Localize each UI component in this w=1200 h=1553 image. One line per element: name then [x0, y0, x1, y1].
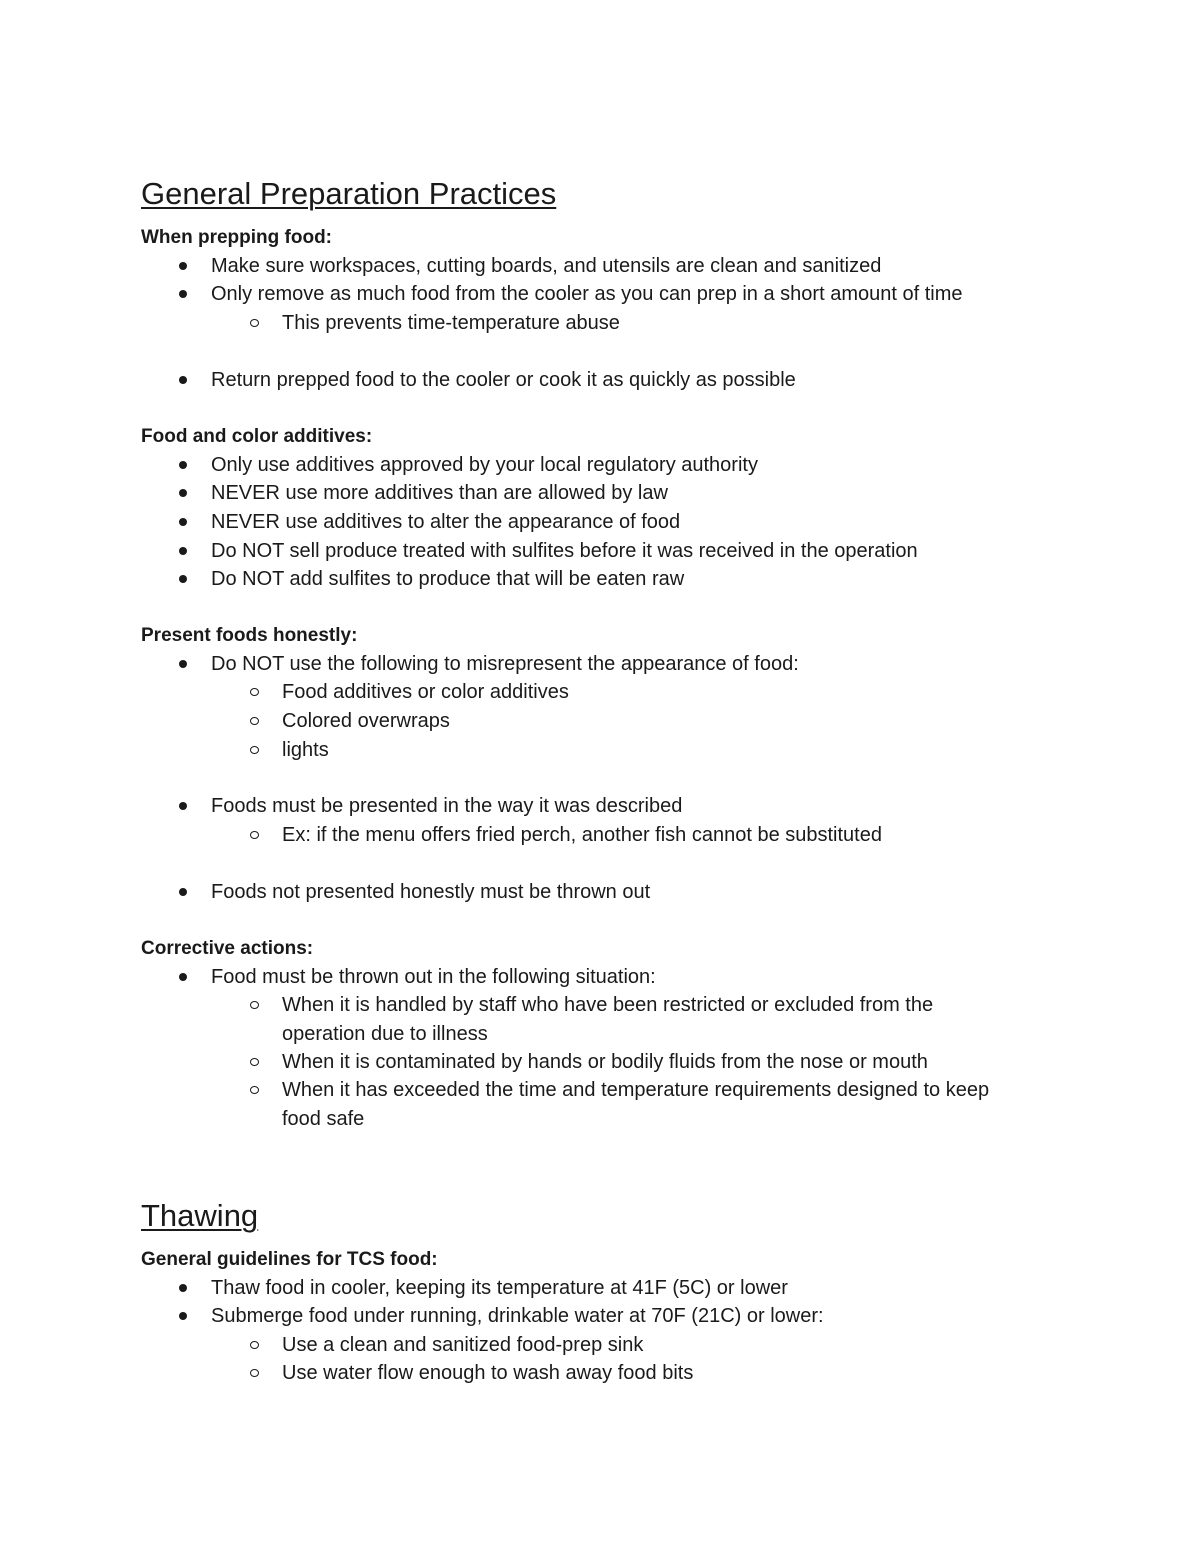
bullet-icon — [179, 575, 187, 583]
list-item: NEVER use more additives than are allowed by law — [211, 482, 668, 504]
bullet-icon — [179, 1284, 187, 1292]
sub-bullet-icon — [250, 319, 259, 327]
sub-bullet-icon — [250, 1369, 259, 1377]
list-item: Use water flow enough to wash away food bits — [282, 1362, 694, 1384]
list-item: Food must be thrown out in the following situation: — [211, 966, 656, 988]
list-item: NEVER use additives to alter the appearance of food — [211, 511, 681, 533]
list-item: Colored overwraps — [282, 710, 450, 732]
heading-general-guidelines-tcs: General guidelines for TCS food: — [141, 1249, 438, 1270]
sub-bullet-icon — [250, 717, 259, 725]
list-item: When it is handled by staff who have been restricted or excluded from the — [282, 994, 934, 1016]
list-item: Food additives or color additives — [282, 681, 569, 703]
list-item: Foods must be presented in the way it was described — [211, 795, 683, 817]
sub-bullet-icon — [250, 1001, 259, 1009]
sub-bullet-icon — [250, 1086, 259, 1094]
list-item: Return prepped food to the cooler or cook it as quickly as possible — [211, 369, 796, 391]
list-item: Submerge food under running, drinkable water at 70F (21C) or lower: — [211, 1305, 824, 1327]
heading-present-foods-honestly: Present foods honestly: — [141, 625, 358, 646]
bullet-icon — [179, 660, 187, 668]
list-item-continuation: operation due to illness — [282, 1023, 488, 1045]
bullet-icon — [179, 973, 187, 981]
bullet-icon — [179, 461, 187, 469]
sub-bullet-icon — [250, 1058, 259, 1066]
sub-bullet-icon — [250, 831, 259, 839]
list-item: Do NOT sell produce treated with sulfites before it was received in the operation — [211, 540, 918, 562]
heading-when-prepping-food: When prepping food: — [141, 227, 333, 248]
list-item: Only use additives approved by your local regulatory authority — [211, 454, 758, 476]
list-item: Thaw food in cooler, keeping its temperature at 41F (5C) or lower — [211, 1277, 788, 1299]
sub-bullet-icon — [250, 1341, 259, 1349]
heading-corrective-actions: Corrective actions: — [141, 938, 314, 959]
list-item: Make sure workspaces, cutting boards, and utensils are clean and sanitized — [211, 255, 882, 277]
sub-bullet-icon — [250, 746, 259, 754]
list-item: This prevents time-temperature abuse — [282, 312, 620, 334]
section-title-thawing: Thawing — [141, 1198, 259, 1233]
list-item: Do NOT use the following to misrepresent the appearance of food: — [211, 653, 799, 675]
list-item: Foods not presented honestly must be thrown out — [211, 881, 651, 903]
sub-bullet-icon — [250, 688, 259, 696]
list-item: Use a clean and sanitized food-prep sink — [282, 1334, 644, 1356]
section-title-general-preparation: General Preparation Practices — [141, 176, 557, 211]
bullet-icon — [179, 489, 187, 497]
bullet-icon — [179, 518, 187, 526]
list-item: lights — [282, 739, 329, 761]
bullet-icon — [179, 290, 187, 298]
bullet-icon — [179, 1312, 187, 1320]
bullet-icon — [179, 262, 187, 270]
list-item: When it has exceeded the time and temperature requirements designed to keep — [282, 1079, 990, 1101]
list-item: Only remove as much food from the cooler as you can prep in a short amount of time — [211, 283, 963, 305]
list-item: When it is contaminated by hands or bodily fluids from the nose or mouth — [282, 1051, 928, 1073]
heading-food-and-color-additives: Food and color additives: — [141, 426, 373, 447]
list-item-continuation: food safe — [282, 1108, 365, 1130]
list-item: Ex: if the menu offers fried perch, another fish cannot be substituted — [282, 824, 882, 846]
list-item: Do NOT add sulfites to produce that will be eaten raw — [211, 568, 685, 590]
bullet-icon — [179, 888, 187, 896]
bullet-icon — [179, 802, 187, 810]
bullet-icon — [179, 376, 187, 384]
bullet-icon — [179, 547, 187, 555]
